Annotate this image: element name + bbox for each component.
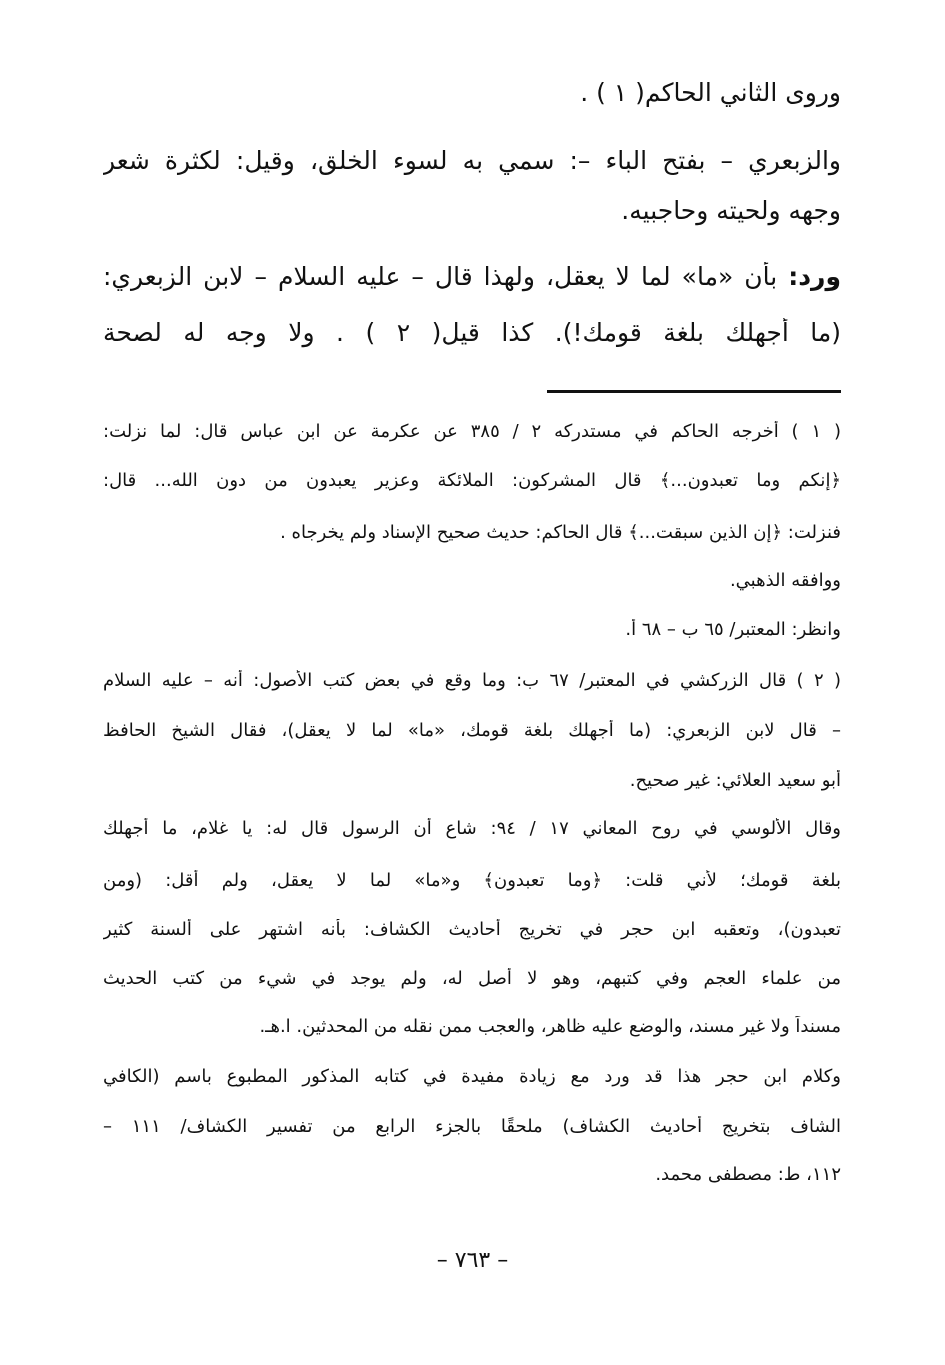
footnote-2-line-10: الشاف بتخريج أحاديث الكشاف) ملحقًا بالجزء الرابع من تفسير الكشاف/ ١١١ – xyxy=(103,1116,841,1137)
main-line-4 xyxy=(103,262,841,292)
footnote-2-line-3: أبو سعيد العلائي: غير صحيح. xyxy=(629,770,841,791)
main-line-5: (ما أجهلك بلغة قومك!). كذا قيل( ٢ ) . ولا وجه له لصحة xyxy=(103,318,841,347)
footnote-2-line-9: وكلام ابن حجر هذا قد ورد مع زيادة مفيدة في كتابه المذكور المطبوع باسم (الكافي xyxy=(103,1066,841,1087)
footnote-2-line-8: مسنداً ولا غير مسند، والوضع عليه ظاهر، والعجب ممن نقله من المحدثين. ا.هـ. xyxy=(259,1016,841,1037)
footnote-2-line-6: تعبدون)، وتعقبه ابن حجر في تخريج أحاديث الكشاف: بأنه اشتهر على ألسنة كثير xyxy=(103,919,841,940)
footnote-2-line-1: ( ٢ ) قال الزركشي في المعتبر/ ٦٧ ب: وما وقع في بعض كتب الأصول: أنه – عليه السلام xyxy=(103,670,841,691)
footnote-separator xyxy=(547,390,841,393)
footnote-1-line-2: ﴿إنكم وما تعبدون...﴾ قال المشركون: الملائكة وعزير يعبدون من دون الله... قال: xyxy=(103,470,841,491)
main-line-1: وروى الثاني الحاكم( ١ ) . xyxy=(580,78,841,107)
main-line-3: وجهه ولحيته وحاجبيه. xyxy=(621,196,841,225)
footnote-1-line-4: ووافقه الذهبي. xyxy=(729,570,841,591)
keyword-warada: ورد: xyxy=(788,262,841,291)
footnote-1-line-5: وانظر: المعتبر/ ٦٥ ب – ٦٨ أ. xyxy=(625,619,841,640)
footnote-2-line-2: – قال لابن الزبعري: (ما أجهلك بلغة قومك، «ما» لما لا يعقل)، فقال الشيخ الحافظ xyxy=(103,720,841,741)
footnote-2-line-11: ١١٢، ط: مصطفى محمد. xyxy=(655,1164,841,1185)
page-number: – ٧٦٣ – xyxy=(436,1248,509,1273)
footnote-2-line-7: من علماء العجم وفي كتبهم، وهو لا أصل له، ولم يوجد في شيء من كتب الحديث xyxy=(103,968,841,989)
footnote-1-line-3: فنزلت: ﴿إن الذين سبقت...﴾ قال الحاكم: حديث صحيح الإسناد ولم يخرجاه . xyxy=(280,522,841,543)
footnote-2-line-5: بلغة قومك؛ لأني قلت: ﴿وما تعبدون﴾ و«ما» لما لا يعقل، ولم أقل: (ومن xyxy=(103,870,841,891)
footnote-1-line-1: ( ١ ) أخرجه الحاكم في مستدركه ٢ / ٣٨٥ عن عكرمة عن ابن عباس قال: لما نزلت: xyxy=(103,421,841,442)
footnote-2-line-4: وقال الألوسي في روح المعاني ١٧ / ٩٤: شاع أن الرسول قال له: يا غلام، ما أجهلك xyxy=(103,818,841,839)
main-line-4-text: بأن «ما» لما لا يعقل، ولهذا قال – عليه السلام – لابن الزبعري: xyxy=(103,262,789,291)
main-line-2: والزبعري – بفتح الباء –: سمي به لسوء الخلق، وقيل: لكثرة شعر xyxy=(103,146,841,175)
